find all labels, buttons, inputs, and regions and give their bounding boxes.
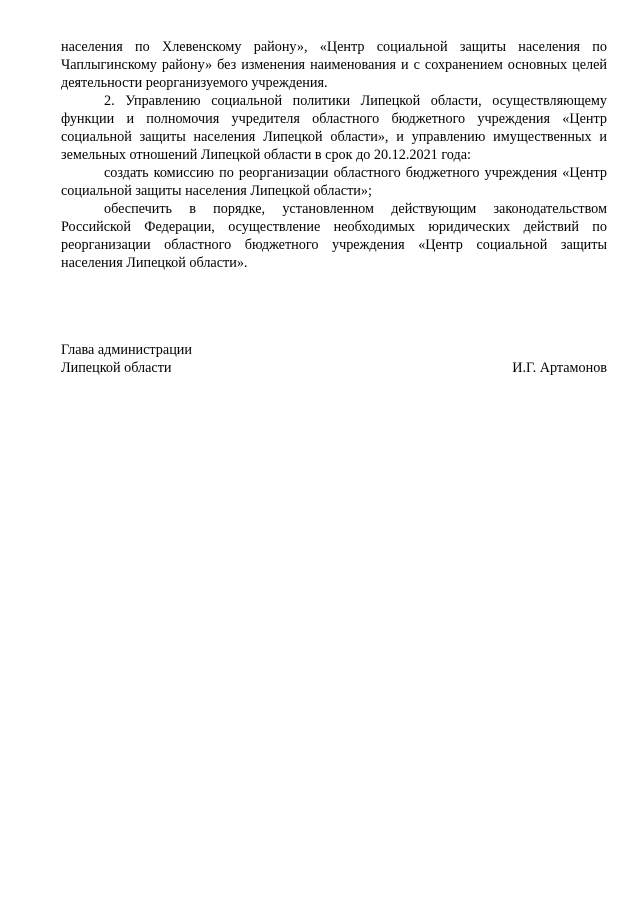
document-body — [61, 38, 607, 272]
paragraph-ensure-actions: обеспечить в порядке, установленном действующим законодательством Российской Федерации, осуществление необходимых юридических действий по реорганизации областного бюджетного учреждения «Центр социальной защиты населения Липецкой области». — [61, 201, 607, 271]
signatory-name: И.Г. Артамонов — [512, 360, 607, 376]
signature-block — [61, 341, 607, 377]
paragraph-continuation: населения по Хлевенскому району», «Центр социальной защиты населения по Чаплыгинскому району» без изменения наименования и с сохранением основных целей деятельности реорганизуемого учреждения. — [61, 39, 607, 91]
paragraph-item-2: 2. Управлению социальной политики Липецкой области, осуществляющему функции и полномочия учредителя областного бюджетного учреждения «Центр социальной защиты населения Липецкой области», и управлению имущественных и земельных отношений Липецкой области в срок до 20.12.2021 года: — [61, 93, 607, 163]
paragraph-create-commission: создать комиссию по реорганизации областного бюджетного учреждения «Центр социальной защиты населения Липецкой области»; — [61, 165, 607, 199]
signature-position-line1: Глава администрации — [61, 342, 192, 358]
signature-position-line2: Липецкой области — [61, 360, 172, 376]
signature-row — [61, 359, 607, 377]
